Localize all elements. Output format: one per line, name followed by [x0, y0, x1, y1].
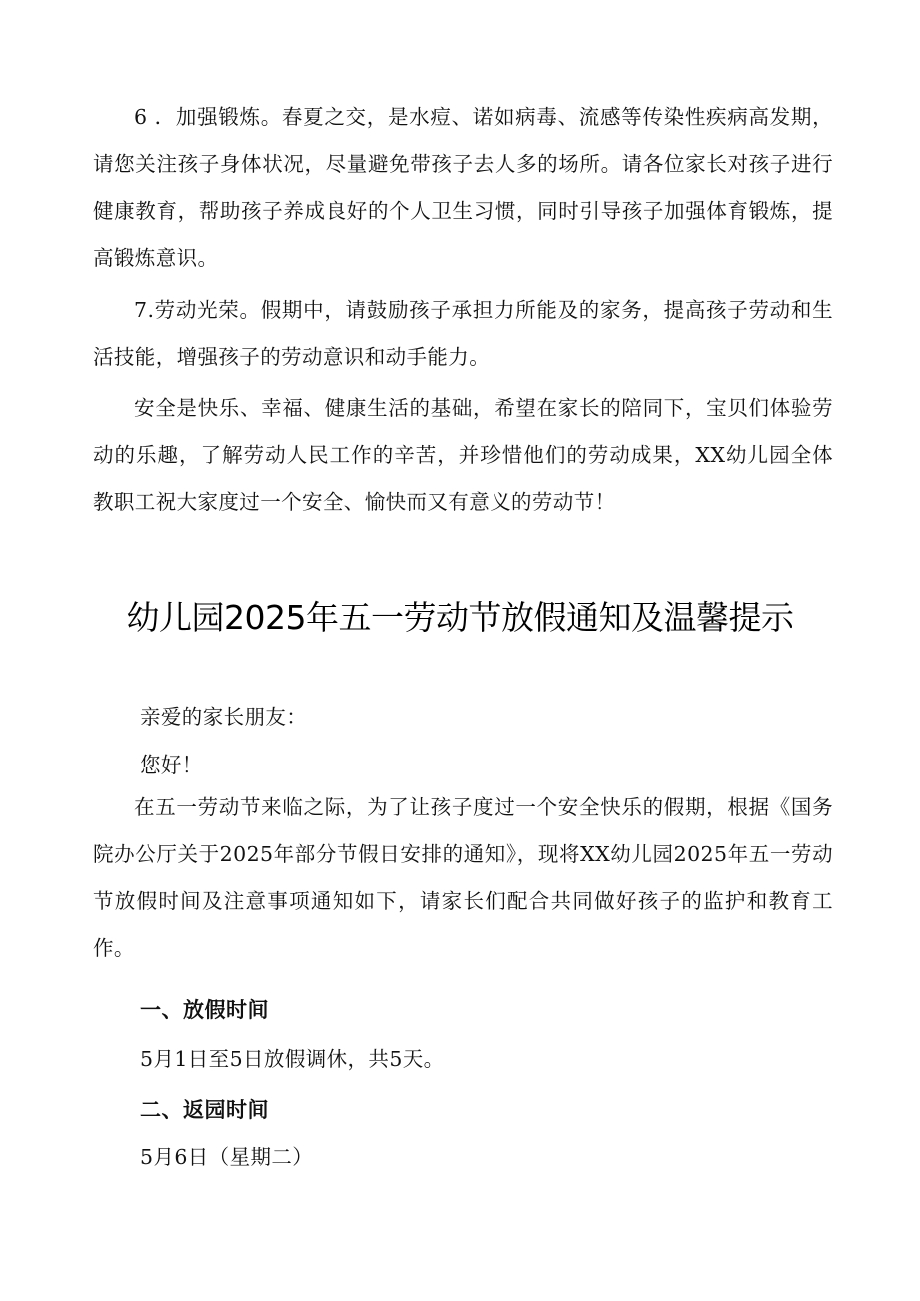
section-1-text: 5月1日至5日放假调休，共5天。 — [140, 1047, 445, 1071]
closing-paragraph: 安全是快乐、幸福、健康生活的基础，希望在家长的陪同下，宝贝们体验劳动的乐趣，了解劳动人民工作的辛苦，并珍惜他们的劳动成果，XX幼儿园全体教职工祝大家度过一个安全、愉快而又有意义的劳动节！ — [93, 396, 833, 514]
intro-paragraph: 在五一劳动节来临之际，为了让孩子度过一个安全快乐的假期，根据《国务院办公厅关于2025年部分节假日安排的通知》，现将XX幼儿园2025年五一劳动节放假时间及注意事项通知如下，请家长们配合共同做好孩子的监护和教育工作。 — [93, 795, 833, 960]
section-2-heading: 二、返园时间 — [140, 1098, 269, 1122]
hello-line: 您好！ — [140, 753, 203, 777]
notice-title: 幼儿园2025年五一劳动节放假通知及温馨提示 — [126, 598, 794, 637]
item-6-exercise-paragraph: 6 ．加强锻炼。春夏之交，是水痘、诺如病毒、流感等传染性疾病高发期，请您关注孩子身体状况，尽量避免带孩子去人多的场所。请各位家长对孩子进行健康教育，帮助孩子养成良好的个人卫生习惯，同时引导孩子加强体育锻炼，提高锻炼意识。 — [93, 105, 833, 270]
section-2-text: 5月6日（星期二） — [140, 1145, 314, 1169]
greeting-line: 亲爱的家长朋友： — [140, 705, 308, 729]
section-1-heading: 一、放假时间 — [140, 998, 269, 1022]
item-7-labor-paragraph: 7.劳动光荣。假期中，请鼓励孩子承担力所能及的家务，提高孩子劳动和生活技能，增强孩子的劳动意识和动手能力。 — [93, 298, 833, 369]
